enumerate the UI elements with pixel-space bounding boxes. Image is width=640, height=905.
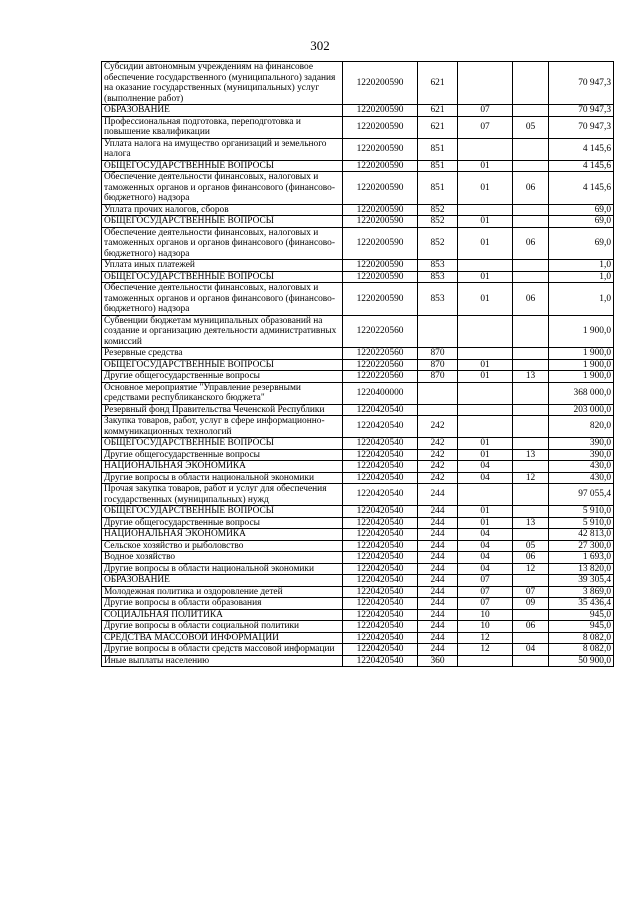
item-name-cell: ОБЩЕГОСУДАРСТВЕННЫЕ ВОПРОСЫ <box>102 271 343 283</box>
item-name-cell: Профессиональная подготовка, переподготовка и повышение квалификации <box>102 116 343 138</box>
table-row <box>102 621 614 633</box>
table-row <box>102 283 614 316</box>
amount-cell: 50 900,0 <box>549 655 614 667</box>
table-row <box>102 62 614 105</box>
target-article-code-cell: 1220420540 <box>343 416 418 438</box>
amount-cell: 35 436,4 <box>549 598 614 610</box>
subsection-code-cell: 13 <box>513 449 549 461</box>
expense-type-code-cell: 244 <box>418 517 458 529</box>
amount-cell: 390,0 <box>549 438 614 450</box>
page-number: 302 <box>310 38 330 53</box>
item-name-cell: Уплата прочих налогов, сборов <box>102 204 343 216</box>
table-row <box>102 563 614 575</box>
subsection-code-cell: 06 <box>513 621 549 633</box>
item-name-cell: НАЦИОНАЛЬНАЯ ЭКОНОМИКА <box>102 529 343 541</box>
section-code-cell: 01 <box>458 172 513 205</box>
expense-type-code-cell: 851 <box>418 172 458 205</box>
target-article-code-cell: 1220200590 <box>343 260 418 272</box>
section-code-cell: 04 <box>458 529 513 541</box>
item-name-cell: ОБЩЕГОСУДАРСТВЕННЫЕ ВОПРОСЫ <box>102 438 343 450</box>
subsection-code-cell: 06 <box>513 283 549 316</box>
table-row <box>102 105 614 117</box>
item-name-cell: ОБРАЗОВАНИЕ <box>102 105 343 117</box>
expense-type-code-cell: 242 <box>418 416 458 438</box>
expense-type-code-cell: 242 <box>418 461 458 473</box>
amount-cell: 1 693,0 <box>549 552 614 564</box>
expense-type-code-cell: 244 <box>418 644 458 656</box>
target-article-code-cell: 1220220560 <box>343 348 418 360</box>
item-name-cell: Прочая закупка товаров, работ и услуг для обеспечения государственных (муниципальных) нужд <box>102 484 343 506</box>
table-row <box>102 632 614 644</box>
subsection-code-cell <box>513 484 549 506</box>
section-code-cell: 07 <box>458 575 513 587</box>
section-code-cell: 01 <box>458 359 513 371</box>
section-code-cell: 01 <box>458 371 513 383</box>
item-name-cell: ОБРАЗОВАНИЕ <box>102 575 343 587</box>
section-code-cell <box>458 62 513 105</box>
subsection-code-cell <box>513 382 549 404</box>
expense-type-code-cell: 853 <box>418 260 458 272</box>
section-code-cell <box>458 315 513 348</box>
target-article-code-cell: 1220420540 <box>343 540 418 552</box>
target-article-code-cell: 1220420540 <box>343 449 418 461</box>
section-code-cell <box>458 484 513 506</box>
item-name-cell: Другие вопросы в области национальной экономики <box>102 472 343 484</box>
subsection-code-cell: 09 <box>513 598 549 610</box>
amount-cell: 3 869,0 <box>549 586 614 598</box>
target-article-code-cell: 1220420540 <box>343 472 418 484</box>
subsection-code-cell <box>513 62 549 105</box>
item-name-cell: Уплата налога на имущество организаций и земельного налога <box>102 138 343 160</box>
item-name-cell: Сельское хозяйство и рыболовство <box>102 540 343 552</box>
subsection-code-cell <box>513 204 549 216</box>
amount-cell: 70 947,3 <box>549 116 614 138</box>
expense-type-code-cell: 244 <box>418 621 458 633</box>
target-article-code-cell: 1220200590 <box>343 160 418 172</box>
target-article-code-cell: 1220200590 <box>343 62 418 105</box>
item-name-cell: Уплата иных платежей <box>102 260 343 272</box>
item-name-cell: ОБЩЕГОСУДАРСТВЕННЫЕ ВОПРОСЫ <box>102 359 343 371</box>
item-name-cell: ОБЩЕГОСУДАРСТВЕННЫЕ ВОПРОСЫ <box>102 160 343 172</box>
subsection-code-cell <box>513 359 549 371</box>
expense-type-code-cell: 853 <box>418 283 458 316</box>
target-article-code-cell: 1220400000 <box>343 382 418 404</box>
section-code-cell: 07 <box>458 105 513 117</box>
amount-cell: 4 145,6 <box>549 172 614 205</box>
target-article-code-cell: 1220220560 <box>343 315 418 348</box>
subsection-code-cell <box>513 438 549 450</box>
amount-cell: 1,0 <box>549 271 614 283</box>
section-code-cell <box>458 404 513 416</box>
target-article-code-cell: 1220420540 <box>343 655 418 667</box>
amount-cell: 5 910,0 <box>549 517 614 529</box>
expense-type-code-cell: 244 <box>418 540 458 552</box>
expense-type-code-cell <box>418 315 458 348</box>
subsection-code-cell <box>513 260 549 272</box>
table-row <box>102 172 614 205</box>
expense-type-code-cell <box>418 382 458 404</box>
expense-type-code-cell: 621 <box>418 105 458 117</box>
amount-cell: 430,0 <box>549 472 614 484</box>
expense-type-code-cell: 360 <box>418 655 458 667</box>
item-name-cell: ОБЩЕГОСУДАРСТВЕННЫЕ ВОПРОСЫ <box>102 216 343 228</box>
section-code-cell: 07 <box>458 116 513 138</box>
expense-type-code-cell: 870 <box>418 371 458 383</box>
subsection-code-cell: 05 <box>513 540 549 552</box>
amount-cell: 8 082,0 <box>549 632 614 644</box>
subsection-code-cell <box>513 348 549 360</box>
subsection-code-cell <box>513 506 549 518</box>
section-code-cell: 12 <box>458 644 513 656</box>
table-row <box>102 598 614 610</box>
section-code-cell: 01 <box>458 517 513 529</box>
table-row <box>102 371 614 383</box>
table-row <box>102 416 614 438</box>
target-article-code-cell: 1220420540 <box>343 609 418 621</box>
table-row <box>102 575 614 587</box>
amount-cell: 430,0 <box>549 461 614 473</box>
section-code-cell: 01 <box>458 271 513 283</box>
section-code-cell: 10 <box>458 621 513 633</box>
item-name-cell: Другие вопросы в области национальной экономики <box>102 563 343 575</box>
table-row <box>102 271 614 283</box>
amount-cell: 70 947,3 <box>549 105 614 117</box>
amount-cell: 1,0 <box>549 260 614 272</box>
item-name-cell: Водное хозяйство <box>102 552 343 564</box>
section-code-cell: 01 <box>458 227 513 260</box>
target-article-code-cell: 1220420540 <box>343 517 418 529</box>
item-name-cell: ОБЩЕГОСУДАРСТВЕННЫЕ ВОПРОСЫ <box>102 506 343 518</box>
amount-cell: 945,0 <box>549 621 614 633</box>
amount-cell: 1,0 <box>549 283 614 316</box>
table-row <box>102 382 614 404</box>
section-code-cell <box>458 138 513 160</box>
subsection-code-cell <box>513 160 549 172</box>
expense-type-code-cell: 242 <box>418 472 458 484</box>
target-article-code-cell: 1220420540 <box>343 644 418 656</box>
table-row <box>102 348 614 360</box>
section-code-cell <box>458 416 513 438</box>
expense-type-code-cell: 244 <box>418 586 458 598</box>
expense-type-code-cell: 244 <box>418 529 458 541</box>
target-article-code-cell: 1220420540 <box>343 438 418 450</box>
section-code-cell: 04 <box>458 472 513 484</box>
expense-type-code-cell <box>418 404 458 416</box>
table-row <box>102 449 614 461</box>
subsection-code-cell: 06 <box>513 172 549 205</box>
item-name-cell: Обеспечение деятельности финансовых, налоговых и таможенных органов и органов финансового (финансово-бюджетного) надзора <box>102 227 343 260</box>
table-row <box>102 227 614 260</box>
item-name-cell: СРЕДСТВА МАССОВОЙ ИНФОРМАЦИИ <box>102 632 343 644</box>
table-row <box>102 655 614 667</box>
target-article-code-cell: 1220200590 <box>343 271 418 283</box>
amount-cell: 97 055,4 <box>549 484 614 506</box>
expense-type-code-cell: 244 <box>418 552 458 564</box>
amount-cell: 5 910,0 <box>549 506 614 518</box>
table-row <box>102 517 614 529</box>
amount-cell: 69,0 <box>549 204 614 216</box>
subsection-code-cell: 12 <box>513 472 549 484</box>
target-article-code-cell: 1220200590 <box>343 204 418 216</box>
item-name-cell: Молодежная политика и оздоровление детей <box>102 586 343 598</box>
table-row <box>102 359 614 371</box>
amount-cell: 820,0 <box>549 416 614 438</box>
item-name-cell: Иные выплаты населению <box>102 655 343 667</box>
amount-cell: 203 000,0 <box>549 404 614 416</box>
target-article-code-cell: 1220420540 <box>343 404 418 416</box>
subsection-code-cell <box>513 216 549 228</box>
table-row <box>102 216 614 228</box>
expense-type-code-cell: 244 <box>418 506 458 518</box>
item-name-cell: Другие общегосударственные вопросы <box>102 449 343 461</box>
table-row <box>102 644 614 656</box>
amount-cell: 1 900,0 <box>549 315 614 348</box>
expense-type-code-cell: 851 <box>418 160 458 172</box>
item-name-cell: Другие общегосударственные вопросы <box>102 517 343 529</box>
subsection-code-cell: 06 <box>513 227 549 260</box>
item-name-cell: Другие общегосударственные вопросы <box>102 371 343 383</box>
section-code-cell <box>458 348 513 360</box>
table-row <box>102 160 614 172</box>
table-row <box>102 315 614 348</box>
target-article-code-cell: 1220220560 <box>343 371 418 383</box>
subsection-code-cell <box>513 609 549 621</box>
item-name-cell: СОЦИАЛЬНАЯ ПОЛИТИКА <box>102 609 343 621</box>
section-code-cell: 07 <box>458 598 513 610</box>
subsection-code-cell <box>513 315 549 348</box>
budget-table-body <box>102 62 614 667</box>
section-code-cell: 04 <box>458 563 513 575</box>
expense-type-code-cell: 244 <box>418 609 458 621</box>
subsection-code-cell: 04 <box>513 644 549 656</box>
target-article-code-cell: 1220420540 <box>343 461 418 473</box>
section-code-cell: 01 <box>458 438 513 450</box>
target-article-code-cell: 1220200590 <box>343 172 418 205</box>
target-article-code-cell: 1220420540 <box>343 586 418 598</box>
expense-type-code-cell: 244 <box>418 575 458 587</box>
subsection-code-cell: 06 <box>513 552 549 564</box>
expense-type-code-cell: 852 <box>418 204 458 216</box>
amount-cell: 27 300,0 <box>549 540 614 552</box>
item-name-cell: Обеспечение деятельности финансовых, налоговых и таможенных органов и органов финансового (финансово-бюджетного) надзора <box>102 283 343 316</box>
subsection-code-cell <box>513 138 549 160</box>
amount-cell: 1 900,0 <box>549 371 614 383</box>
expense-type-code-cell: 621 <box>418 116 458 138</box>
subsection-code-cell <box>513 105 549 117</box>
amount-cell: 8 082,0 <box>549 644 614 656</box>
subsection-code-cell: 07 <box>513 586 549 598</box>
item-name-cell: Резервные средства <box>102 348 343 360</box>
section-code-cell: 07 <box>458 586 513 598</box>
item-name-cell: Закупка товаров, работ, услуг в сфере информационно-коммуникационных технологий <box>102 416 343 438</box>
target-article-code-cell: 1220420540 <box>343 575 418 587</box>
target-article-code-cell: 1220220560 <box>343 359 418 371</box>
amount-cell: 69,0 <box>549 227 614 260</box>
item-name-cell: Другие вопросы в области средств массовой информации <box>102 644 343 656</box>
section-code-cell: 10 <box>458 609 513 621</box>
subsection-code-cell <box>513 575 549 587</box>
table-row <box>102 609 614 621</box>
table-row <box>102 438 614 450</box>
expense-type-code-cell: 244 <box>418 484 458 506</box>
table-row <box>102 586 614 598</box>
expense-type-code-cell: 244 <box>418 563 458 575</box>
subsection-code-cell <box>513 632 549 644</box>
item-name-cell: Субвенции бюджетам муниципальных образований на создание и организацию деятельности административных комиссий <box>102 315 343 348</box>
target-article-code-cell: 1220200590 <box>343 216 418 228</box>
section-code-cell: 01 <box>458 216 513 228</box>
target-article-code-cell: 1220420540 <box>343 598 418 610</box>
expense-type-code-cell: 244 <box>418 598 458 610</box>
section-code-cell: 04 <box>458 552 513 564</box>
item-name-cell: Субсидии автономным учреждениям на финансовое обеспечение государственного (муниципального) задания на оказание государственных (муниципальных) услуг (выполнение работ) <box>102 62 343 105</box>
budget-table <box>101 61 614 667</box>
section-code-cell <box>458 260 513 272</box>
table-row <box>102 404 614 416</box>
expense-type-code-cell: 851 <box>418 138 458 160</box>
target-article-code-cell: 1220420540 <box>343 621 418 633</box>
table-row <box>102 204 614 216</box>
subsection-code-cell: 13 <box>513 517 549 529</box>
amount-cell: 1 900,0 <box>549 348 614 360</box>
amount-cell: 390,0 <box>549 449 614 461</box>
amount-cell: 4 145,6 <box>549 138 614 160</box>
target-article-code-cell: 1220420540 <box>343 563 418 575</box>
target-article-code-cell: 1220200590 <box>343 116 418 138</box>
amount-cell: 39 305,4 <box>549 575 614 587</box>
amount-cell: 42 813,0 <box>549 529 614 541</box>
subsection-code-cell <box>513 416 549 438</box>
table-row <box>102 484 614 506</box>
table-row <box>102 540 614 552</box>
section-code-cell <box>458 204 513 216</box>
table-row <box>102 260 614 272</box>
target-article-code-cell: 1220420540 <box>343 552 418 564</box>
expense-type-code-cell: 242 <box>418 449 458 461</box>
subsection-code-cell <box>513 529 549 541</box>
item-name-cell: Другие вопросы в области образования <box>102 598 343 610</box>
section-code-cell: 01 <box>458 283 513 316</box>
target-article-code-cell: 1220420540 <box>343 632 418 644</box>
expense-type-code-cell: 852 <box>418 216 458 228</box>
section-code-cell <box>458 655 513 667</box>
section-code-cell: 01 <box>458 160 513 172</box>
target-article-code-cell: 1220200590 <box>343 105 418 117</box>
section-code-cell <box>458 382 513 404</box>
expense-type-code-cell: 242 <box>418 438 458 450</box>
expense-type-code-cell: 870 <box>418 359 458 371</box>
subsection-code-cell <box>513 271 549 283</box>
subsection-code-cell <box>513 461 549 473</box>
section-code-cell: 04 <box>458 461 513 473</box>
subsection-code-cell: 12 <box>513 563 549 575</box>
item-name-cell: Основное мероприятие "Управление резервными средствами республиканского бюджета" <box>102 382 343 404</box>
target-article-code-cell: 1220200590 <box>343 283 418 316</box>
expense-type-code-cell: 621 <box>418 62 458 105</box>
expense-type-code-cell: 870 <box>418 348 458 360</box>
target-article-code-cell: 1220420540 <box>343 484 418 506</box>
subsection-code-cell <box>513 404 549 416</box>
table-row <box>102 461 614 473</box>
amount-cell: 368 000,0 <box>549 382 614 404</box>
amount-cell: 70 947,3 <box>549 62 614 105</box>
expense-type-code-cell: 853 <box>418 271 458 283</box>
subsection-code-cell: 13 <box>513 371 549 383</box>
subsection-code-cell: 05 <box>513 116 549 138</box>
amount-cell: 69,0 <box>549 216 614 228</box>
table-row <box>102 138 614 160</box>
target-article-code-cell: 1220200590 <box>343 227 418 260</box>
section-code-cell: 12 <box>458 632 513 644</box>
expense-type-code-cell: 852 <box>418 227 458 260</box>
amount-cell: 1 900,0 <box>549 359 614 371</box>
item-name-cell: НАЦИОНАЛЬНАЯ ЭКОНОМИКА <box>102 461 343 473</box>
section-code-cell: 04 <box>458 540 513 552</box>
target-article-code-cell: 1220420540 <box>343 529 418 541</box>
expense-type-code-cell: 244 <box>418 632 458 644</box>
amount-cell: 13 820,0 <box>549 563 614 575</box>
table-row <box>102 472 614 484</box>
target-article-code-cell: 1220420540 <box>343 506 418 518</box>
amount-cell: 4 145,6 <box>549 160 614 172</box>
item-name-cell: Обеспечение деятельности финансовых, налоговых и таможенных органов и органов финансового (финансово-бюджетного) надзора <box>102 172 343 205</box>
section-code-cell: 01 <box>458 506 513 518</box>
table-row <box>102 552 614 564</box>
section-code-cell: 01 <box>458 449 513 461</box>
subsection-code-cell <box>513 655 549 667</box>
table-row <box>102 506 614 518</box>
target-article-code-cell: 1220200590 <box>343 138 418 160</box>
table-row <box>102 529 614 541</box>
table-row <box>102 116 614 138</box>
item-name-cell: Резервный фонд Правительства Чеченской Республики <box>102 404 343 416</box>
item-name-cell: Другие вопросы в области социальной политики <box>102 621 343 633</box>
amount-cell: 945,0 <box>549 609 614 621</box>
